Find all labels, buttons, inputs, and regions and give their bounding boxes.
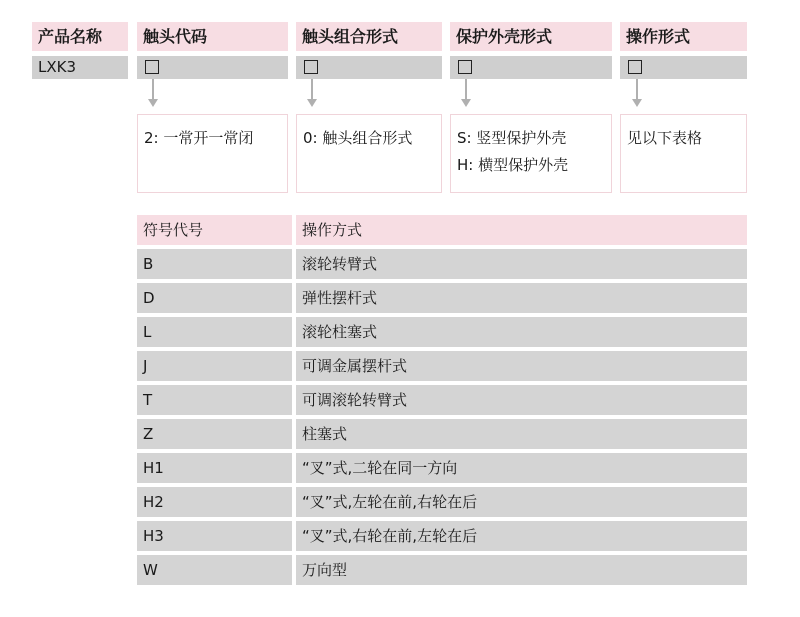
- table-row: [137, 487, 747, 517]
- table-cell-symbol: T: [137, 385, 292, 415]
- table-row: [137, 419, 747, 449]
- table-header-row: [137, 215, 747, 245]
- operation-table: [137, 215, 747, 589]
- header-product-name: 产品名称: [32, 22, 128, 51]
- table-row: [137, 453, 747, 483]
- contact-combo-checkbox-icon: [304, 60, 318, 74]
- table-cell-symbol: D: [137, 283, 292, 313]
- table-row: [137, 555, 747, 585]
- operation-cell: [620, 56, 747, 79]
- table-cell-method: 可调滚轮转臂式: [296, 385, 747, 415]
- table-cell-method: 滚轮柱塞式: [296, 317, 747, 347]
- contact-code-option: 2: 一常开一常闭: [144, 129, 254, 147]
- operation-option: 见以下表格: [627, 129, 703, 147]
- contact-combo-cell: [296, 56, 442, 79]
- enclosure-cell: [450, 56, 612, 79]
- arrow-down-icon: [311, 79, 313, 101]
- table-cell-symbol: H3: [137, 521, 292, 551]
- table-row: [137, 521, 747, 551]
- header-enclosure: 保护外壳形式: [450, 22, 612, 51]
- table-row: [137, 385, 747, 415]
- table-row: [137, 351, 747, 381]
- table-cell-method: 柱塞式: [296, 419, 747, 449]
- arrow-down-icon: [465, 79, 467, 101]
- table-cell-symbol: W: [137, 555, 292, 585]
- table-row: [137, 317, 747, 347]
- table-cell-method: 可调金属摆杆式: [296, 351, 747, 381]
- table-cell-symbol: B: [137, 249, 292, 279]
- table-header-method: 操作方式: [296, 215, 747, 245]
- table-cell-method: “叉”式,右轮在前,左轮在后: [296, 521, 747, 551]
- table-cell-method: 弹性摆杆式: [296, 283, 747, 313]
- enclosure-description: [450, 114, 612, 193]
- table-header-symbol: 符号代号: [137, 215, 292, 245]
- contact-code-checkbox-icon: [145, 60, 159, 74]
- arrow-down-icon: [152, 79, 154, 101]
- table-cell-method: “叉”式,左轮在前,右轮在后: [296, 487, 747, 517]
- header-contact-code: 触头代码: [137, 22, 288, 51]
- enclosure-option-h: H: 横型保护外壳: [457, 156, 569, 174]
- arrow-down-icon: [636, 79, 638, 101]
- contact-combo-description: [296, 114, 442, 193]
- table-cell-symbol: H1: [137, 453, 292, 483]
- table-cell-symbol: Z: [137, 419, 292, 449]
- table-cell-method: 万向型: [296, 555, 747, 585]
- header-operation: 操作形式: [620, 22, 747, 51]
- arrow-head-icon: [307, 99, 317, 107]
- contact-code-description: [137, 114, 288, 193]
- contact-combo-option: 0: 触头组合形式: [303, 129, 413, 147]
- table-row: [137, 249, 747, 279]
- table-cell-method: 滚轮转臂式: [296, 249, 747, 279]
- table-cell-symbol: H2: [137, 487, 292, 517]
- header-contact-combo: 触头组合形式: [296, 22, 442, 51]
- operation-checkbox-icon: [628, 60, 642, 74]
- contact-code-cell: [137, 56, 288, 79]
- arrow-head-icon: [461, 99, 471, 107]
- model-code-cell: LXK3: [32, 56, 128, 79]
- table-cell-method: “叉”式,二轮在同一方向: [296, 453, 747, 483]
- table-cell-symbol: J: [137, 351, 292, 381]
- enclosure-checkbox-icon: [458, 60, 472, 74]
- arrow-head-icon: [632, 99, 642, 107]
- table-cell-symbol: L: [137, 317, 292, 347]
- enclosure-option-s: S: 竖型保护外壳: [457, 129, 567, 147]
- arrow-head-icon: [148, 99, 158, 107]
- table-row: [137, 283, 747, 313]
- operation-description: [620, 114, 747, 193]
